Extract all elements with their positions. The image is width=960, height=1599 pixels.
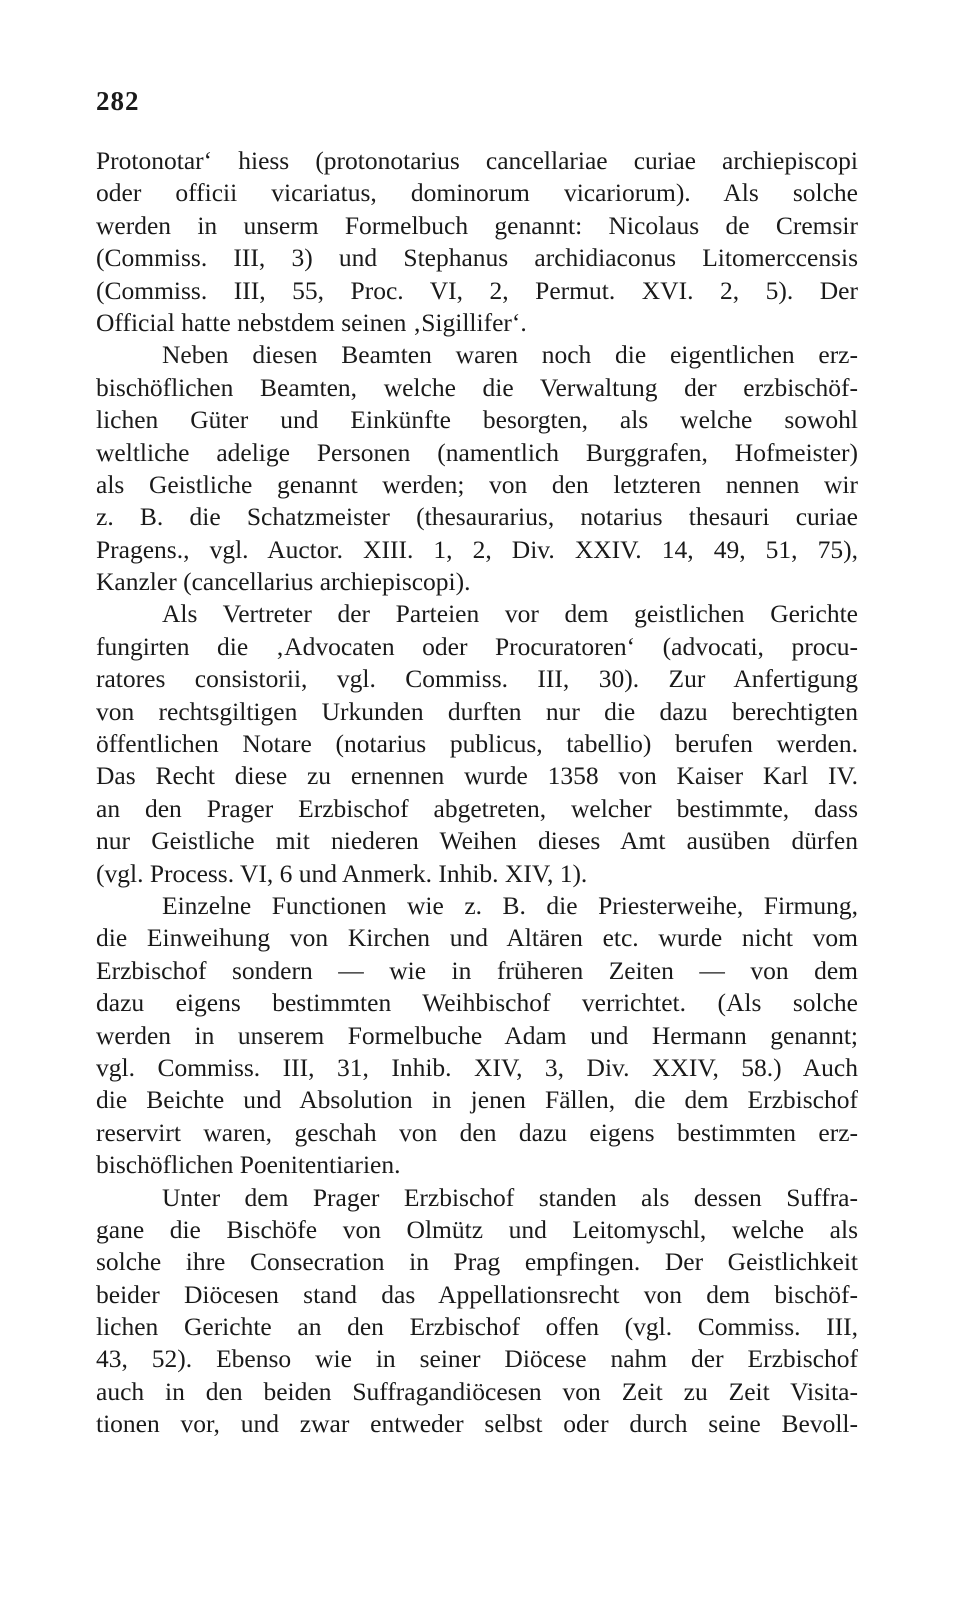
text-line: reservirt waren, geschah von den dazu eigens bestimmten erz- (96, 1117, 858, 1147)
text-line: Pragens., vgl. Auctor. XIII. 1, 2, Div. XXIV. 14, 49, 51, 75), (96, 534, 858, 564)
text-line: lichen Gerichte an den Erzbischof offen (vgl. Commiss. III, (96, 1312, 858, 1342)
text-line: bischöflichen Poenitentiarien. (96, 1150, 401, 1180)
text-line: als Geistliche genannt werden; von den letzteren nennen wir (96, 469, 858, 499)
text-line: an den Prager Erzbischof abgetreten, welcher bestimmte, dass (96, 793, 858, 823)
text-line: öffentlichen Notare (notarius publicus, tabellio) berufen werden. (96, 729, 858, 759)
text-line: (Commiss. III, 55, Proc. VI, 2, Permut. XVI. 2, 5). Der (96, 275, 858, 305)
text-line: bischöflichen Beamten, welche die Verwaltung der erzbischöf- (96, 372, 858, 402)
text-line: Als Vertreter der Parteien vor dem geistlichen Gerichte (162, 599, 858, 629)
text-line: dazu eigens bestimmten Weihbischof verrichtet. (Als solche (96, 988, 858, 1018)
text-line: auch in den beiden Suffragandiöcesen von Zeit zu Zeit Visita- (96, 1376, 858, 1406)
text-line: ratores consistorii, vgl. Commiss. III, 30). Zur Anfertigung (96, 664, 858, 694)
text-line: weltliche adelige Personen (namentlich Burggrafen, Hofmeister) (96, 437, 858, 467)
text-line: lichen Güter und Einkünfte besorgten, als welche sowohl (96, 405, 858, 435)
text-line: Das Recht diese zu ernennen wurde 1358 von Kaiser Karl IV. (96, 761, 858, 791)
text-line: (Commiss. III, 3) und Stephanus archidiaconus Litomerccensis (96, 243, 858, 273)
text-line: z. B. die Schatzmeister (thesaurarius, notarius thesauri curiae (96, 502, 858, 532)
text-line: solche ihre Consecration in Prag empfingen. Der Geistlichkeit (96, 1247, 858, 1277)
text-line: Kanzler (cancellarius archiepiscopi). (96, 567, 471, 597)
text-line: von rechtsgiltigen Urkunden durften nur die dazu berechtigten (96, 696, 858, 726)
text-line: tionen vor, und zwar entweder selbst oder durch seine Bevoll- (96, 1409, 858, 1439)
text-line: (vgl. Process. VI, 6 und Anmerk. Inhib. XIV, 1). (96, 858, 588, 888)
text-line: gane die Bischöfe von Olmütz und Leitomyschl, welche als (96, 1214, 858, 1244)
text-line: 43, 52). Ebenso wie in seiner Diöcese nahm der Erzbischof (96, 1344, 858, 1374)
text-line: Official hatte nebstdem seinen ‚Sigillifer‘. (96, 307, 527, 337)
text-line: die Beichte und Absolution in jenen Fällen, die dem Erzbischof (96, 1085, 858, 1115)
text-line: Protonotar‘ hiess (protonotarius cancellariae curiae archiepiscopi (96, 146, 858, 175)
text-line: oder officii vicariatus, dominorum vicariorum). Als solche (96, 178, 858, 208)
text-line: werden in unserm Formelbuch genannt: Nicolaus de Cremsir (96, 210, 858, 240)
text-line: beider Diöcesen stand das Appellationsrecht von dem bischöf- (96, 1279, 858, 1309)
text-line: Einzelne Functionen wie z. B. die Priesterweihe, Firmung, (162, 890, 858, 920)
body-text (96, 145, 858, 1441)
text-line: nur Geistliche mit niederen Weihen dieses Amt ausüben dürfen (96, 826, 858, 856)
text-line: vgl. Commiss. III, 31, Inhib. XIV, 3, Div. XXIV, 58.) Auch (96, 1052, 858, 1082)
page-number: 282 (96, 86, 140, 116)
text-line: fungirten die ‚Advocaten oder Procuratoren‘ (advocati, procu- (96, 631, 858, 661)
text-line: die Einweihung von Kirchen und Altären etc. wurde nicht vom (96, 923, 858, 953)
text-line: Unter dem Prager Erzbischof standen als dessen Suffra- (162, 1182, 858, 1212)
text-line: werden in unserem Formelbuche Adam und Hermann genannt; (96, 1020, 858, 1050)
text-line: Neben diesen Beamten waren noch die eigentlichen erz- (162, 340, 858, 370)
text-line: Erzbischof sondern — wie in früheren Zeiten — von dem (96, 955, 858, 985)
